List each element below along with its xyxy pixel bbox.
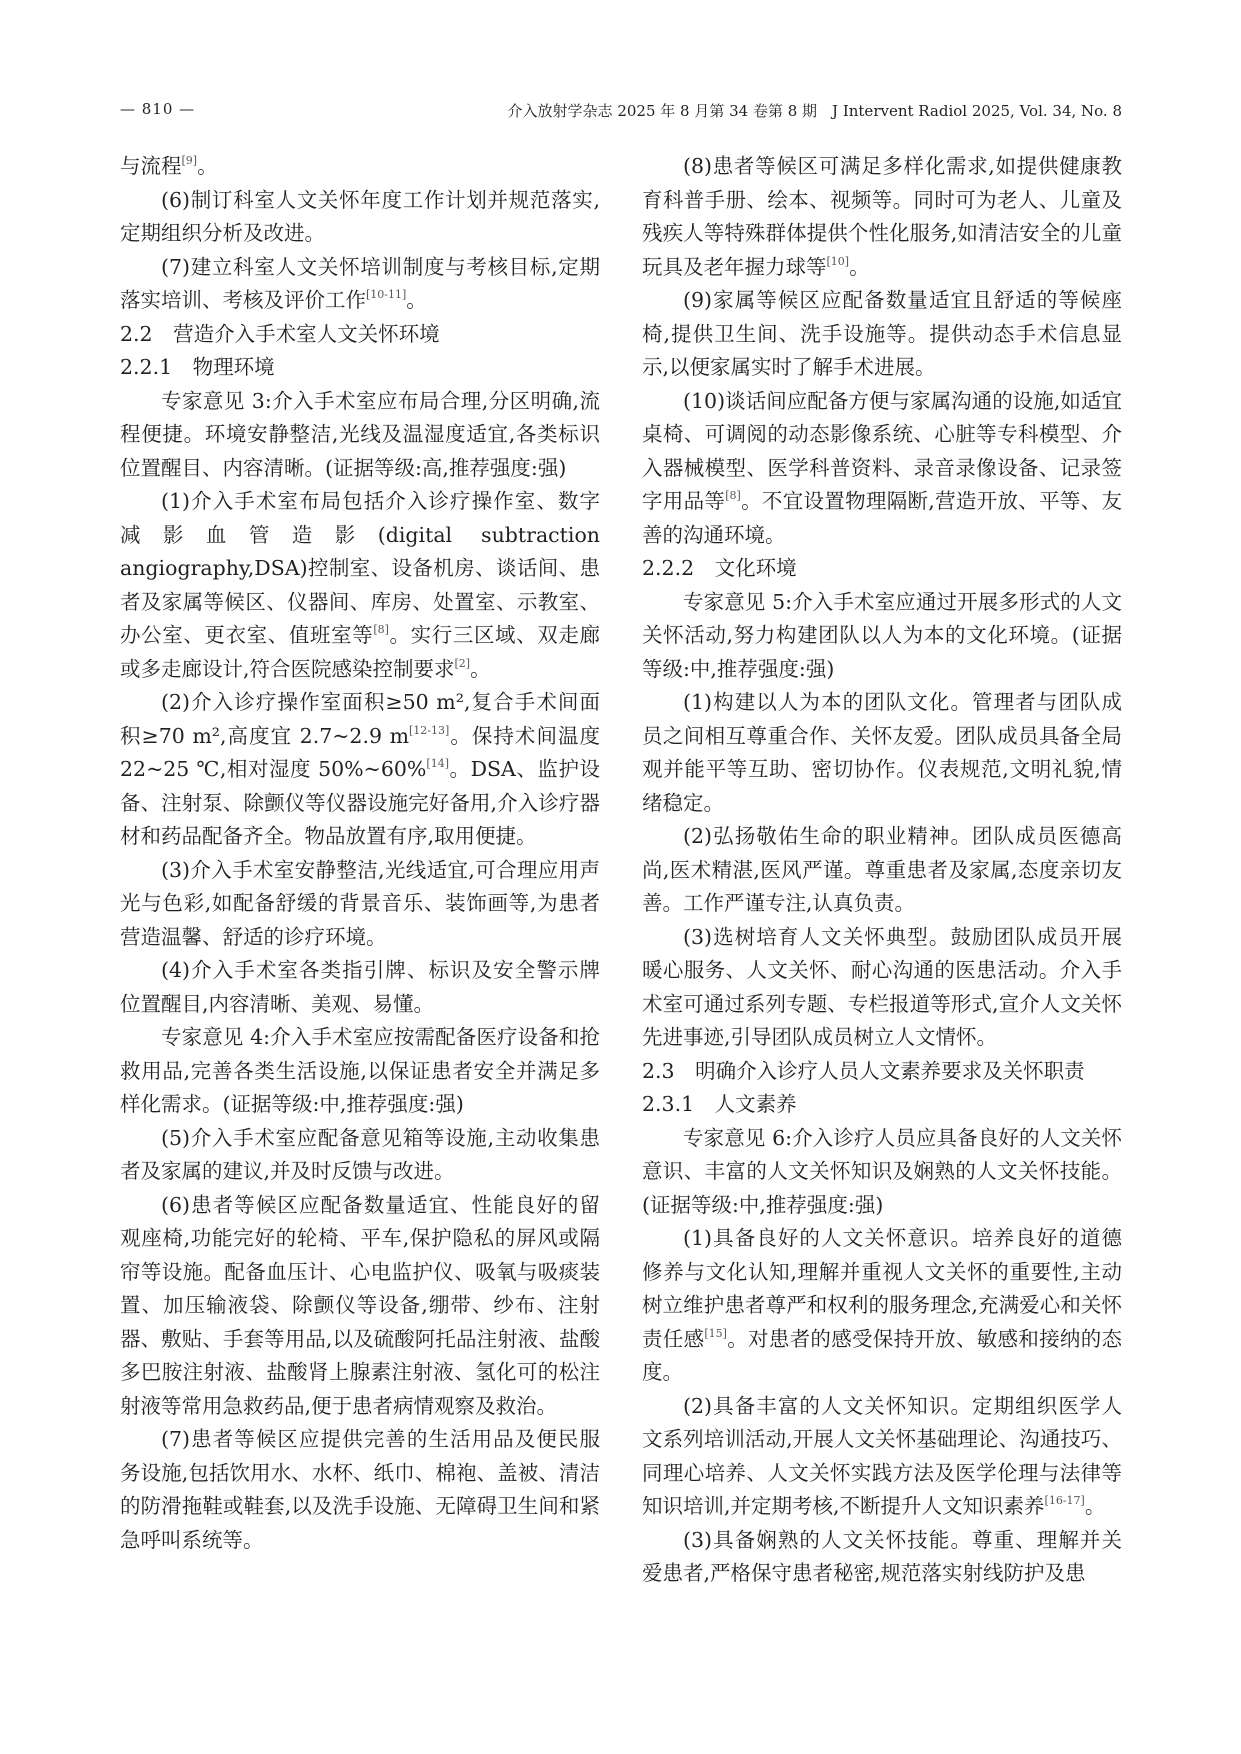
paragraph-text: (9)家属等候区应配备数量适宜且舒适的等候座椅,提供卫生间、洗手设施等。提供动态手术信息显示,以便家属实时了解手术进展。 <box>642 288 1122 379</box>
paragraph <box>120 385 600 486</box>
paragraph <box>120 854 600 955</box>
paragraph-text: 2.2.1 物理环境 <box>120 355 275 379</box>
journal-citation: 介入放射学杂志 2025 年 8 月第 34 卷第 8 期 J Intervent Radiol 2025, Vol. 34, No. 8 <box>507 102 1122 120</box>
paragraph-text: 。 <box>1084 1494 1106 1518</box>
paragraph <box>642 820 1122 921</box>
paragraph-text: 与流程 <box>120 154 182 178</box>
paragraph <box>642 686 1122 820</box>
paragraph-text: 专家意见 4:介入手术室应按需配备医疗设备和抢救用品,完善各类生活设施,以保证患者安全并满足多样化需求。(证据等级:中,推荐强度:强) <box>120 1025 600 1116</box>
paragraph-text: 。 <box>849 254 870 279</box>
paragraph-text: (7)建立科室人文关怀培训制度与考核目标,定期落实培训、考核及评价工作 <box>120 254 600 312</box>
paragraph-text: 。不宜设置物理隔断,营造开放、平等、友善的沟通环境。 <box>642 489 1123 547</box>
paragraph-text: (6)制订科室人文关怀年度工作计划并规范落实,定期组织分析及改进。 <box>120 187 600 245</box>
paragraph-text: 。对患者的感受保持开放、敏感和接纳的态度。 <box>642 1326 1123 1384</box>
paragraph-text: 。实行三区域、双走廊或多走廊设计,符合医院感染控制要求 <box>120 623 600 681</box>
citation-ref: [16-17] <box>1044 1494 1085 1507</box>
paragraph-text: (2)弘扬敬佑生命的职业精神。团队成员医德高尚,医术精湛,医风严谨。尊重患者及家属,态度亲切友善。工作严谨专注,认真负责。 <box>642 824 1122 915</box>
paragraph-text: (2)具备丰富的人文关怀知识。定期组织医学人文系列培训活动,开展人文关怀基础理论、沟通技巧、同理心培养、人文关怀实践方法及医学伦理与法律等知识培训,并定期考核,不断提升人文知识素养 <box>642 1393 1122 1518</box>
paragraph <box>120 1021 600 1122</box>
paragraph-text: (3)具备娴熟的人文关怀技能。尊重、理解并关爱患者,严格保守患者秘密,规范落实射线防护及患 <box>642 1527 1122 1585</box>
citation-ref: [8] <box>725 489 741 502</box>
section-heading <box>120 351 600 385</box>
paragraph-text: (7)患者等候区应提供完善的生活用品及便民服务设施,包括饮用水、水杯、纸巾、棉袍、盖被、清洁的防滑拖鞋或鞋套,以及洗手设施、无障碍卫生间和紧急呼叫系统等。 <box>120 1427 600 1552</box>
paragraph <box>642 921 1122 1055</box>
citation-ref: [14] <box>426 757 449 770</box>
section-heading <box>120 318 600 352</box>
paragraph-text: (3)介入手术室安静整洁,光线适宜,可合理应用声光与色彩,如配备舒缓的背景音乐、装饰画等,为患者营造温馨、舒适的诊疗环境。 <box>120 857 600 949</box>
paragraph <box>120 1122 600 1189</box>
running-header <box>120 100 1122 128</box>
paragraph-text: 。 <box>470 656 491 681</box>
paragraph <box>120 954 600 1021</box>
paragraph-text: 2.2 营造介入手术室人文关怀环境 <box>120 321 440 346</box>
paragraph <box>642 150 1122 284</box>
paragraph-text: 。保持术间温度 22~25 ℃,相对湿度 50%~60% <box>120 723 600 781</box>
right-column <box>642 150 1122 1710</box>
paragraph <box>642 1222 1122 1390</box>
section-heading <box>642 1088 1122 1122</box>
paragraph <box>120 251 600 318</box>
paragraph <box>120 1423 600 1557</box>
page-number: — 810 — <box>120 100 196 118</box>
section-heading <box>642 1055 1122 1089</box>
paragraph-continuation <box>120 150 600 184</box>
paragraph-text: (5)介入手术室应配备意见箱等设施,主动收集患者及家属的建议,并及时反馈与改进。 <box>120 1125 600 1183</box>
paragraph-text: (1)构建以人为本的团队文化。管理者与团队成员之间相互尊重合作、关怀友爱。团队成员具备全局观并能平等互助、密切协作。仪表规范,文明礼貌,情绪稳定。 <box>642 690 1122 815</box>
paragraph-text: (1)介入手术室布局包括介入诊疗操作室、数字减影血管造影(digital subtraction angiography,DSA)控制室、设备机房、谈话间、患者及家属等候区、仪器间、库房、处置室、示教室、办公室、更衣室、值班室等 <box>120 489 600 647</box>
paragraph-text: 专家意见 3:介入手术室应布局合理,分区明确,流程便捷。环境安静整洁,光线及温湿度适宜,各类标识位置醒目、内容清晰。(证据等级:高,推荐强度:强) <box>120 388 600 480</box>
paragraph-text: 。DSA、监护设备、注射泵、除颤仪等仪器设施完好备用,介入诊疗器材和药品配备齐全。物品放置有序,取用便捷。 <box>120 757 600 848</box>
citation-ref: [9] <box>181 154 198 167</box>
citation-ref: [12-13] <box>409 723 450 737</box>
paragraph <box>120 184 600 251</box>
paragraph-text: 2.3 明确介入诊疗人员人文素养要求及关怀职责 <box>642 1058 1085 1083</box>
paragraph-text: 专家意见 6:介入诊疗人员应具备良好的人文关怀意识、丰富的人文关怀知识及娴熟的人文关怀技能。(证据等级:中,推荐强度:强) <box>642 1125 1122 1217</box>
paragraph <box>642 284 1122 385</box>
paragraph <box>642 385 1122 553</box>
paragraph <box>642 586 1122 687</box>
citation-ref: [10-11] <box>366 288 407 301</box>
citation-ref: [15] <box>704 1326 727 1340</box>
paragraph-text: (10)谈话间应配备方便与家属沟通的设施,如适宜桌椅、可调阅的动态影像系统、心脏等专科模型、介入器械模型、医学科普资料、录音录像设备、记录签字用品等 <box>642 388 1122 513</box>
paragraph <box>642 1390 1122 1524</box>
citation-ref: [8] <box>373 623 389 636</box>
paragraph-text: (4)介入手术室各类指引牌、标识及安全警示牌位置醒目,内容清晰、美观、易懂。 <box>120 958 600 1016</box>
paragraph <box>642 1524 1122 1591</box>
paragraph <box>120 1189 600 1424</box>
paragraph <box>642 1122 1122 1223</box>
paragraph-text: 2.3.1 人文素养 <box>642 1092 797 1116</box>
paragraph-text: 。 <box>197 154 218 178</box>
paragraph-text: (3)选树培育人文关怀典型。鼓励团队成员开展暖心服务、人文关怀、耐心沟通的医患活动。介入手术室可通过系列专题、专栏报道等形式,宣介人文关怀先进事迹,引导团队成员树立人文情怀。 <box>642 924 1122 1049</box>
paragraph-text: (6)患者等候区应配备数量适宜、性能良好的留观座椅,功能完好的轮椅、平车,保护隐私的屏风或隔帘等设施。配备血压计、心电监护仪、吸氧与吸痰装置、加压输液袋、除颤仪等设备,绷带、纱布、注射器、敷贴、手套等用品,以及硫酸阿托品注射液、盐酸多巴胺注射液、盐酸肾上腺素注射液、氢化可的松注射液等常用急救药品,便于患者病情观察及救治。 <box>120 1192 600 1418</box>
citation-ref: [10] <box>826 254 850 268</box>
left-column <box>120 150 600 1710</box>
paragraph-text: (1)具备良好的人文关怀意识。培养良好的道德修养与文化认知,理解并重视人文关怀的重要性,主动树立维护患者尊严和权利的服务理念,充满爱心和关怀责任感 <box>642 1226 1122 1351</box>
section-heading <box>642 552 1122 586</box>
citation-ref: [2] <box>454 656 471 670</box>
paragraph <box>120 686 600 854</box>
paragraph-text: (8)患者等候区可满足多样化需求,如提供健康教育科普手册、绘本、视频等。同时可为老人、儿童及残疾人等特殊群体提供个性化服务,如清洁安全的儿童玩具及老年握力球等 <box>642 154 1122 279</box>
paragraph-text: 2.2.2 文化环境 <box>642 556 797 580</box>
paragraph <box>120 485 600 686</box>
paragraph-text: (2)介入诊疗操作室面积≥50 m²,复合手术间面积≥70 m²,高度宜 2.7~2.9 m <box>120 690 600 748</box>
paragraph-text: 。 <box>406 288 427 312</box>
paragraph-text: 专家意见 5:介入手术室应通过开展多形式的人文关怀活动,努力构建团队以人为本的文化环境。(证据等级:中,推荐强度:强) <box>642 589 1122 681</box>
